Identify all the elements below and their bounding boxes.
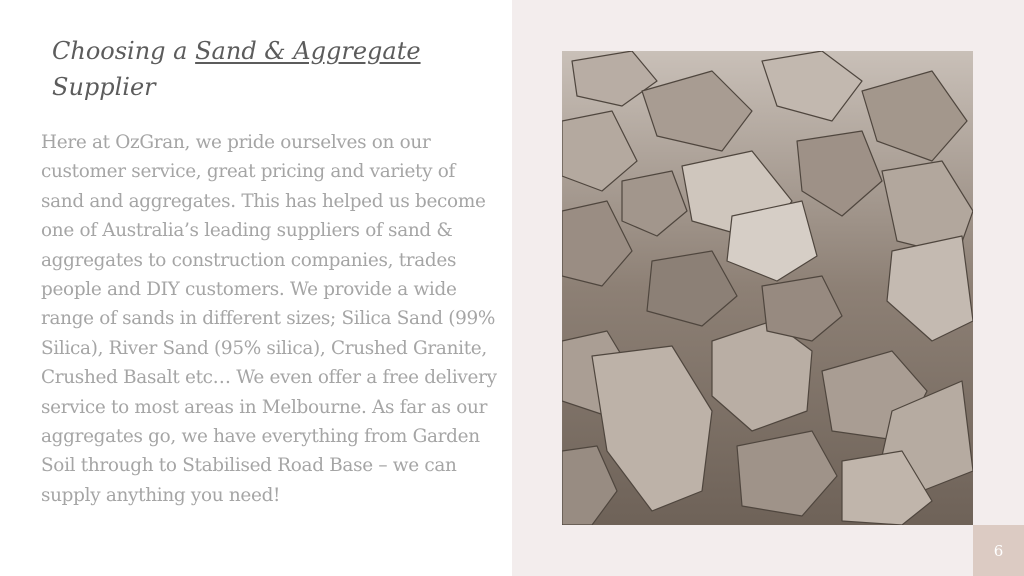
title-prefix: Choosing a	[52, 37, 196, 65]
slide-title	[52, 33, 492, 105]
title-link[interactable]: Sand & Aggregate	[195, 37, 421, 65]
gravel-photo	[562, 51, 973, 525]
title-line2: Supplier	[52, 73, 156, 101]
slide-body-text: Here at OzGran, we pride ourselves on our customer service, great pricing and variety of sand and aggregates. This has helped us become one of Australia’s leading suppliers of sand & aggregates to construction companies, trades people and DIY customers. We provide a wide range of sands in different sizes; Silica Sand (99% Silica), River Sand (95% silica), Crushed Granite, Crushed Basalt etc… We even offer a free delivery service to most areas in Melbourne. As far as our aggregates go, we have everything from Garden Soil through to Stabilised Road Base – we can supply anything you need!	[41, 132, 497, 506]
page-number-badge	[973, 525, 1024, 576]
page-number: 6	[993, 541, 1004, 560]
